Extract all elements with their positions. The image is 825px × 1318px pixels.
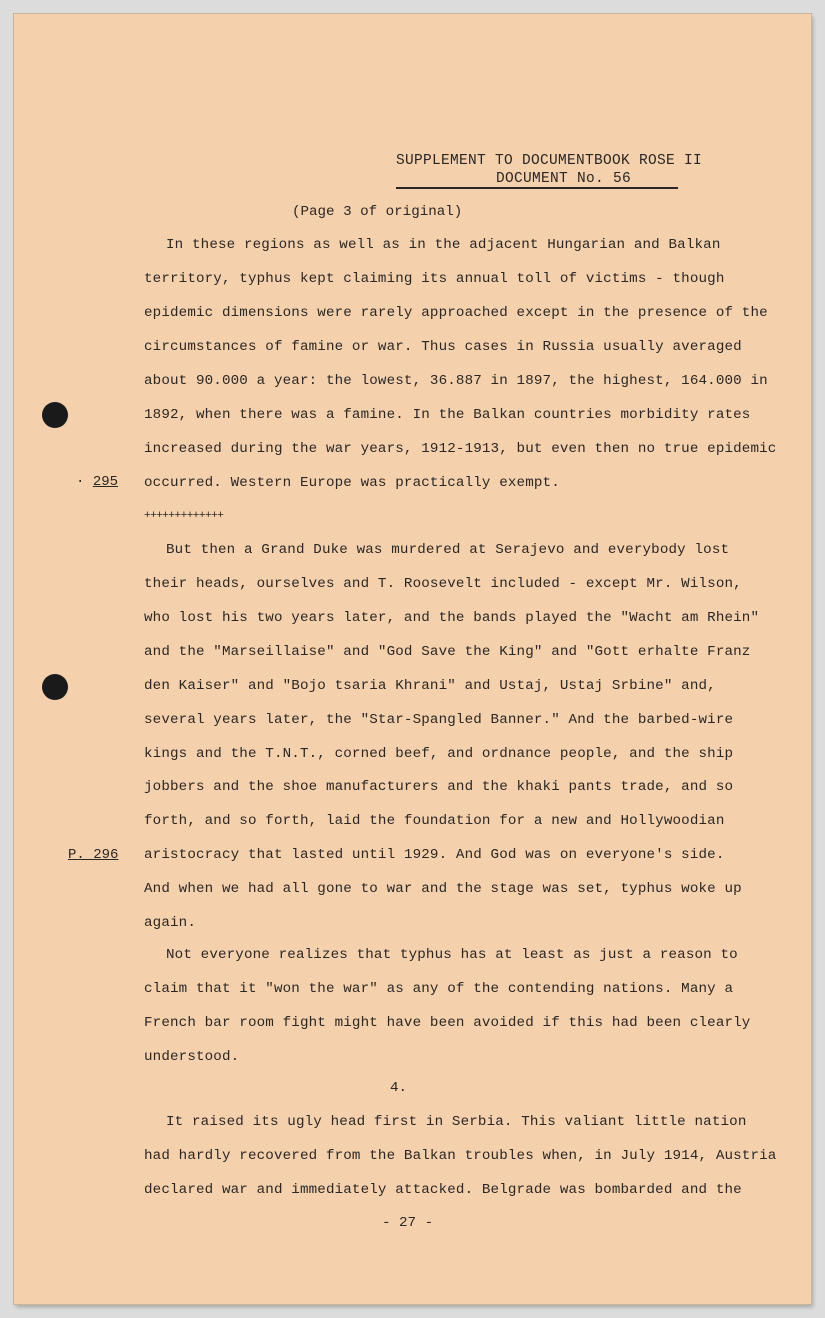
text-line: about 90.000 a year: the lowest, 36.887 in 1897, the highest, 164.000 in	[144, 373, 768, 389]
binder-hole-top	[42, 402, 68, 428]
margin-page-296-label: P. 296	[68, 847, 119, 863]
section-number: 4.	[390, 1080, 408, 1096]
margin-page-295: · 295	[76, 474, 119, 490]
text-line: again.	[144, 915, 196, 931]
text-line: It raised its ugly head first in Serbia. This valiant little nation	[166, 1114, 747, 1130]
header-underline	[396, 187, 678, 189]
text-line: declared war and immediately attacked. Belgrade was bombarded and the	[144, 1182, 742, 1198]
text-line: jobbers and the shoe manufacturers and the khaki pants trade, and so	[144, 779, 734, 795]
text-line: But then a Grand Duke was murdered at Serajevo and everybody lost	[166, 542, 730, 558]
text-line: had hardly recovered from the Balkan troubles when, in July 1914, Austria	[144, 1148, 777, 1164]
text-line: occurred. Western Europe was practically exempt.	[144, 475, 560, 491]
text-line: In these regions as well as in the adjacent Hungarian and Balkan	[166, 237, 721, 253]
margin-page-296	[68, 847, 118, 863]
page-reference: (Page 3 of original)	[292, 204, 463, 220]
text-line: And when we had all gone to war and the stage was set, typhus woke up	[144, 881, 742, 897]
page-number: - 27 -	[382, 1215, 434, 1231]
text-line: increased during the war years, 1912-1913, but even then no true epidemic	[144, 441, 777, 457]
header-title: SUPPLEMENT TO DOCUMENTBOOK ROSE II	[396, 153, 703, 169]
text-line: their heads, ourselves and T. Roosevelt included - except Mr. Wilson,	[144, 576, 742, 592]
text-line: territory, typhus kept claiming its annual toll of victims - though	[144, 271, 725, 287]
text-line: kings and the T.N.T., corned beef, and ordnance people, and the ship	[144, 746, 734, 762]
text-line: who lost his two years later, and the bands played the "Wacht am Rhein"	[144, 610, 760, 626]
text-line: several years later, the "Star-Spangled Banner." And the barbed-wire	[144, 712, 734, 728]
text-line: forth, and so forth, laid the foundation for a new and Hollywoodian	[144, 813, 725, 829]
text-line: claim that it "won the war" as any of the contending nations. Many a	[144, 981, 734, 997]
header-document-number: DOCUMENT No. 56	[496, 171, 632, 187]
text-line: understood.	[144, 1049, 240, 1065]
margin-page-295-label: 295	[92, 474, 119, 490]
text-line: Not everyone realizes that typhus has at least as just a reason to	[166, 947, 738, 963]
text-line: circumstances of famine or war. Thus cases in Russia usually averaged	[144, 339, 742, 355]
section-divider: +++++++++++++	[144, 510, 224, 522]
text-line: epidemic dimensions were rarely approached except in the presence of the	[144, 305, 768, 321]
text-line: French bar room fight might have been avoided if this had been clearly	[144, 1015, 751, 1031]
text-line: 1892, when there was a famine. In the Balkan countries morbidity rates	[144, 407, 751, 423]
text-line: and the "Marseillaise" and "God Save the King" and "Gott erhalte Franz	[144, 644, 751, 660]
text-line: aristocracy that lasted until 1929. And God was on everyone's side.	[144, 847, 725, 863]
binder-hole-bottom	[42, 674, 68, 700]
text-line: den Kaiser" and "Bojo tsaria Khrani" and Ustaj, Ustaj Srbine" and,	[144, 678, 716, 694]
